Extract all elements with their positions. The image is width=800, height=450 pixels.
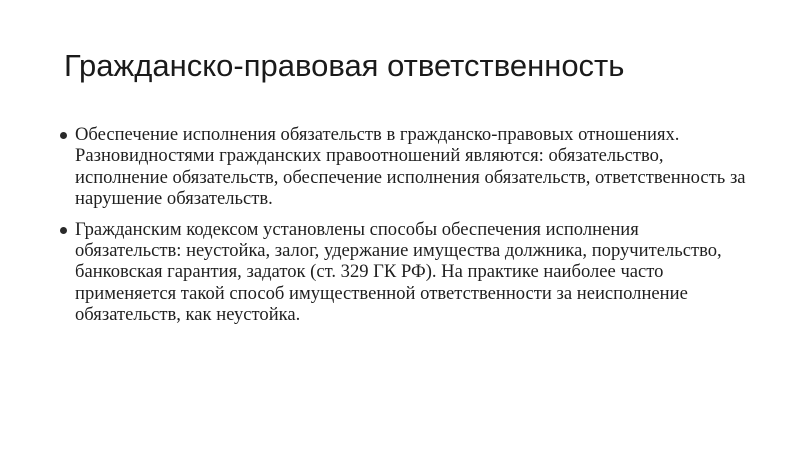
bullet-dot-icon bbox=[60, 227, 67, 234]
bullet-dot-icon bbox=[60, 132, 67, 139]
bullet-list bbox=[58, 124, 748, 335]
bullet-text: Обеспечение исполнения обязательств в гражданско-правовых отношениях. Разновидностями гражданских правоотношений являются: обязательство, исполнение обязательств, обеспечение исполнения обязательств, ответственность за нарушение обязательств. bbox=[75, 124, 746, 210]
slide-title: Гражданско-правовая ответственность bbox=[64, 48, 625, 83]
bullet-text: Гражданским кодексом установлены способы обеспечения исполнения обязательств: неустойка, залог, удержание имущества должника, поручительство, банковская гарантия, задаток (ст. 329 ГК РФ). На практике наиболее часто применяется такой способ имущественной ответственности за неисполнение обязательств, как неустойка. bbox=[75, 218, 722, 326]
bullet-item bbox=[58, 219, 748, 326]
bullet-item bbox=[58, 124, 748, 210]
